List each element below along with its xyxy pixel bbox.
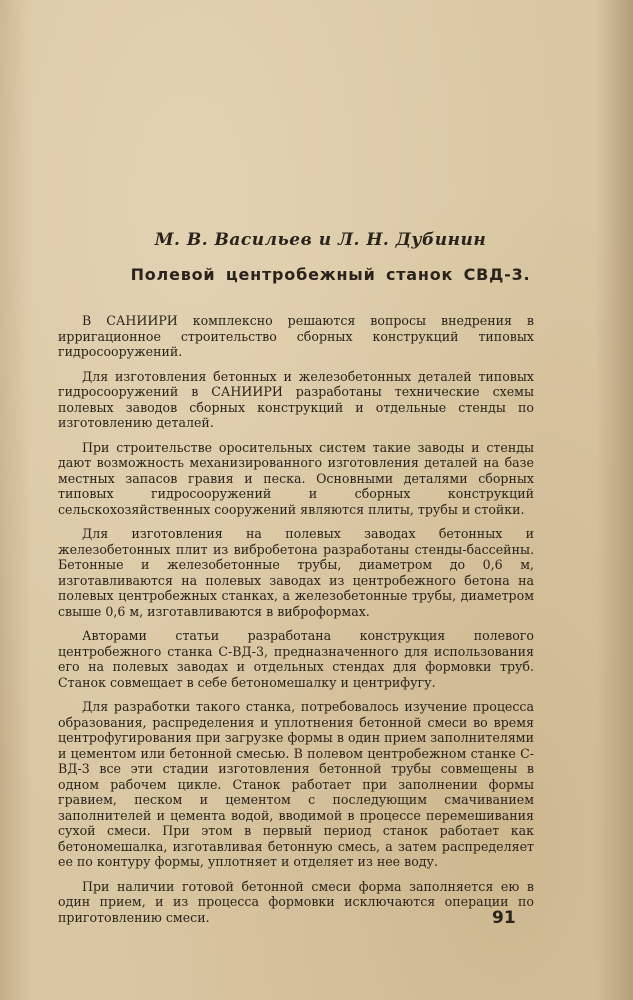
paragraph: При строительстве оросительных систем такие заводы и стенды дают возможность механизированного изготовления деталей на базе местных запасов гравия и песка. Основными деталями сборных типовых гидросооружений и сборных конструкций сельскохозяйственных сооружений являются плиты, трубы и стойки.	[58, 439, 534, 517]
paragraph: В САНИИРИ комплексно решаются вопросы внедрения в ирригационное строительство сборных конструкций типовых гидросооружений.	[58, 313, 534, 359]
paragraph: При наличии готовой бетонной смеси форма заполняется ею в один прием, и из процесса формовки исключаются операции по приготовлению смеси.	[58, 878, 534, 925]
authors-line: М. В. Васильев и Л. Н. Дубинин	[154, 230, 487, 250]
paragraph: Для разработки такого станка, потребовалось изучение процесса образования, распределения и уплотнения бетонной смеси во время центрофугирования при загрузке формы в один прием заполнителями и цементом или бетонной смесью. В полевом центробежном станке С-ВД-3 все эти стадии изготовления бетонной трубы совмещены в одном рабочем цикле. Станок работает при заполнении формы гравием, песком и цементом с последующим смачиванием заполнителей и цемента водой, вводимой в процессе перемешивания сухой смеси. При этом в первый период станок работает как бетономешалка, изготавливая бетонную смесь, а затем распределяет ее по контуру формы, уплотняет и отделяет из нее воду.	[58, 699, 534, 869]
page-number: 91	[492, 908, 516, 928]
paragraph: Авторами статьи разработана конструкция полевого центробежного станка С-ВД-3, предназначенного для использования его на полевых заводах и отдельных стендах для формовки труб. Станок совмещает в себе бетономешалку и центрифугу.	[58, 628, 534, 690]
article-title: Полевой центробежный станок СВД-3.	[130, 265, 531, 284]
paragraph: Для изготовления на полевых заводах бетонных и железобетонных плит из вибробетона разработаны стенды-бассейны. Бетонные и железобетонные трубы, диаметром до 0,6 м, изготавливаются на полевых заводах из центробежного бетона на полевых центробежных станках, а железобетонные трубы, диаметром свыше 0,6 м, изготавливаются в виброформах.	[58, 526, 534, 619]
article-body	[58, 313, 534, 934]
paragraph: Для изготовления бетонных и железобетонных деталей типовых гидросооружений в САНИИРИ разработаны технические схемы полевых заводов сборных конструкций и отдельные стенды по изготовлению деталей.	[58, 368, 534, 430]
